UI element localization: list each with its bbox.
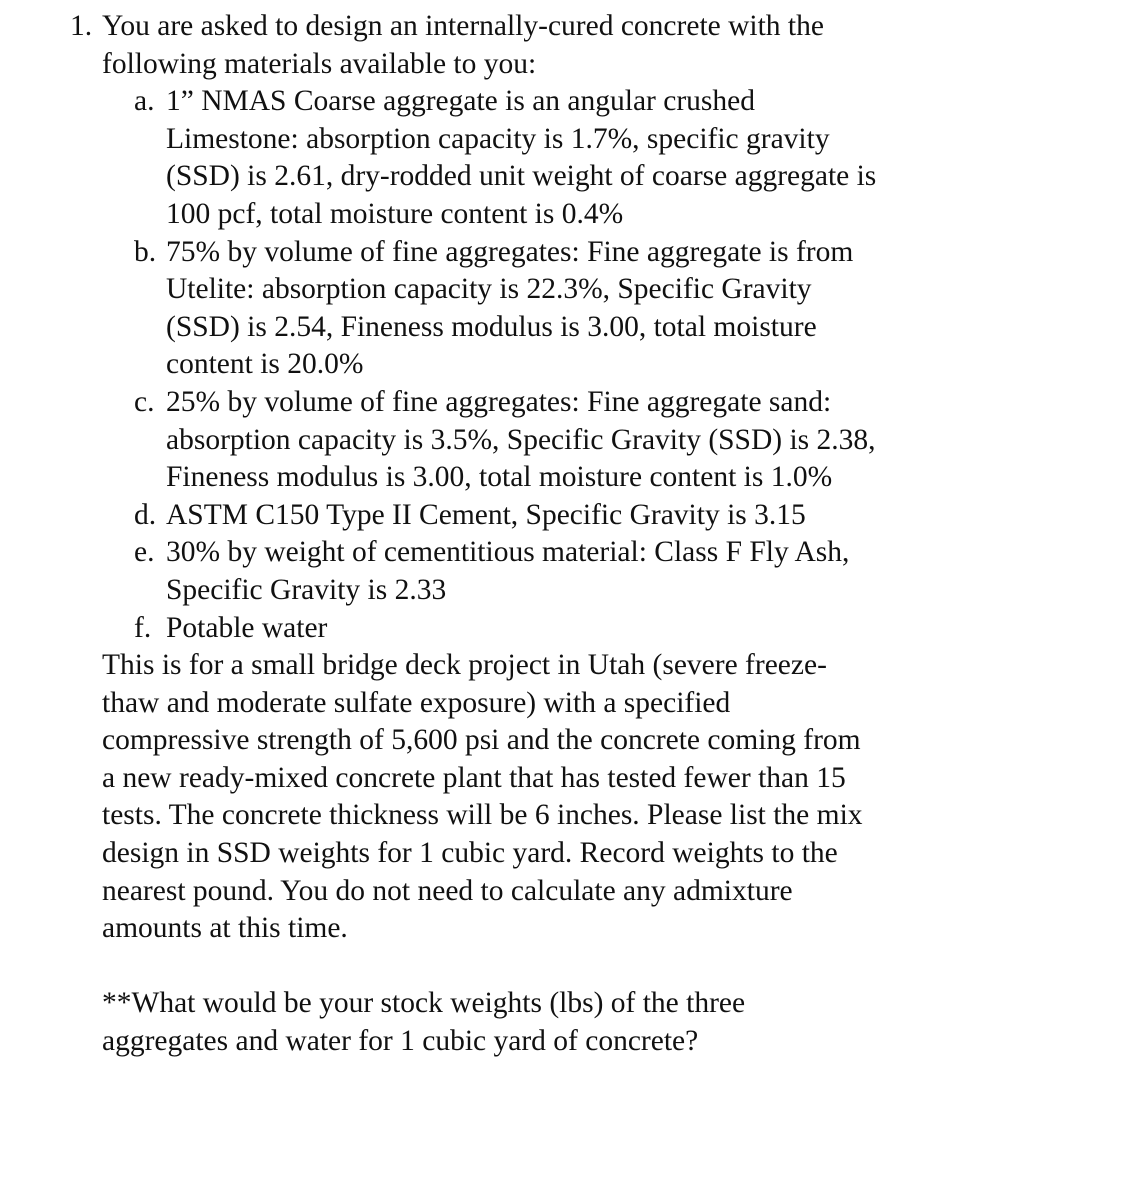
item-text: 75% by volume of fine aggregates: Fine aggregate is from Utelite: absorption capacity is 22.3%, Specific Gravity (SSD) is 2.54, Fineness modulus is 3.00, total moisture content is 20.0% [166, 235, 854, 381]
item-text: 1” NMAS Coarse aggregate is an angular crushed Limestone: absorption capacity is 1.7%, specific gravity (SSD) is 2.61, dry-rodded unit weight of coarse aggregate is 100 pcf, total moisture content is 0.4% [166, 85, 877, 230]
material-item-f [102, 610, 886, 648]
materials-list [102, 83, 882, 647]
problem-1 [0, 8, 882, 1061]
problem-intro: You are asked to design an internally-cured concrete with the following materials available to you: [102, 10, 824, 80]
item-text: ASTM C150 Type II Cement, Specific Gravity is 3.15 [166, 498, 806, 531]
problem-scenario: This is for a small bridge deck project in Utah (severe freeze-thaw and moderate sulfate exposure) with a specified compressive strength of 5,600 psi and the concrete coming from a new ready-mixed concrete plant that has tested fewer than 15 tests. The concrete thickness will be 6 inches. Please list the mix design in SSD weights for 1 cubic yard. Record weights to the nearest pound. You do not need to calculate any admixture amounts at this time. [102, 649, 863, 945]
item-text: 25% by volume of fine aggregates: Fine aggregate sand: absorption capacity is 3.5%, Specific Gravity (SSD) is 2.38, Fineness modulus is 3.00, total moisture content is 1.0% [166, 385, 876, 494]
item-text: Potable water [166, 611, 328, 644]
document-page [0, 8, 1139, 1061]
item-marker: e. [134, 536, 155, 569]
item-marker: b. [134, 235, 157, 268]
material-item-b [102, 234, 886, 384]
item-text: 30% by weight of cementitious material: Class F Fly Ash, Specific Gravity is 2.33 [166, 536, 850, 606]
material-item-c [102, 384, 886, 497]
item-marker: d. [134, 498, 157, 531]
item-marker: a. [134, 85, 155, 118]
problem-number: 1. [70, 10, 93, 42]
paragraph-spacer [102, 948, 882, 986]
material-item-e [102, 534, 886, 609]
followup-question: **What would be your stock weights (lbs) of the three aggregates and water for 1 cubic yard of concrete? [102, 987, 746, 1058]
material-item-d [102, 497, 926, 535]
material-item-a [102, 83, 886, 233]
item-marker: c. [134, 385, 155, 418]
item-marker: f. [134, 611, 152, 644]
